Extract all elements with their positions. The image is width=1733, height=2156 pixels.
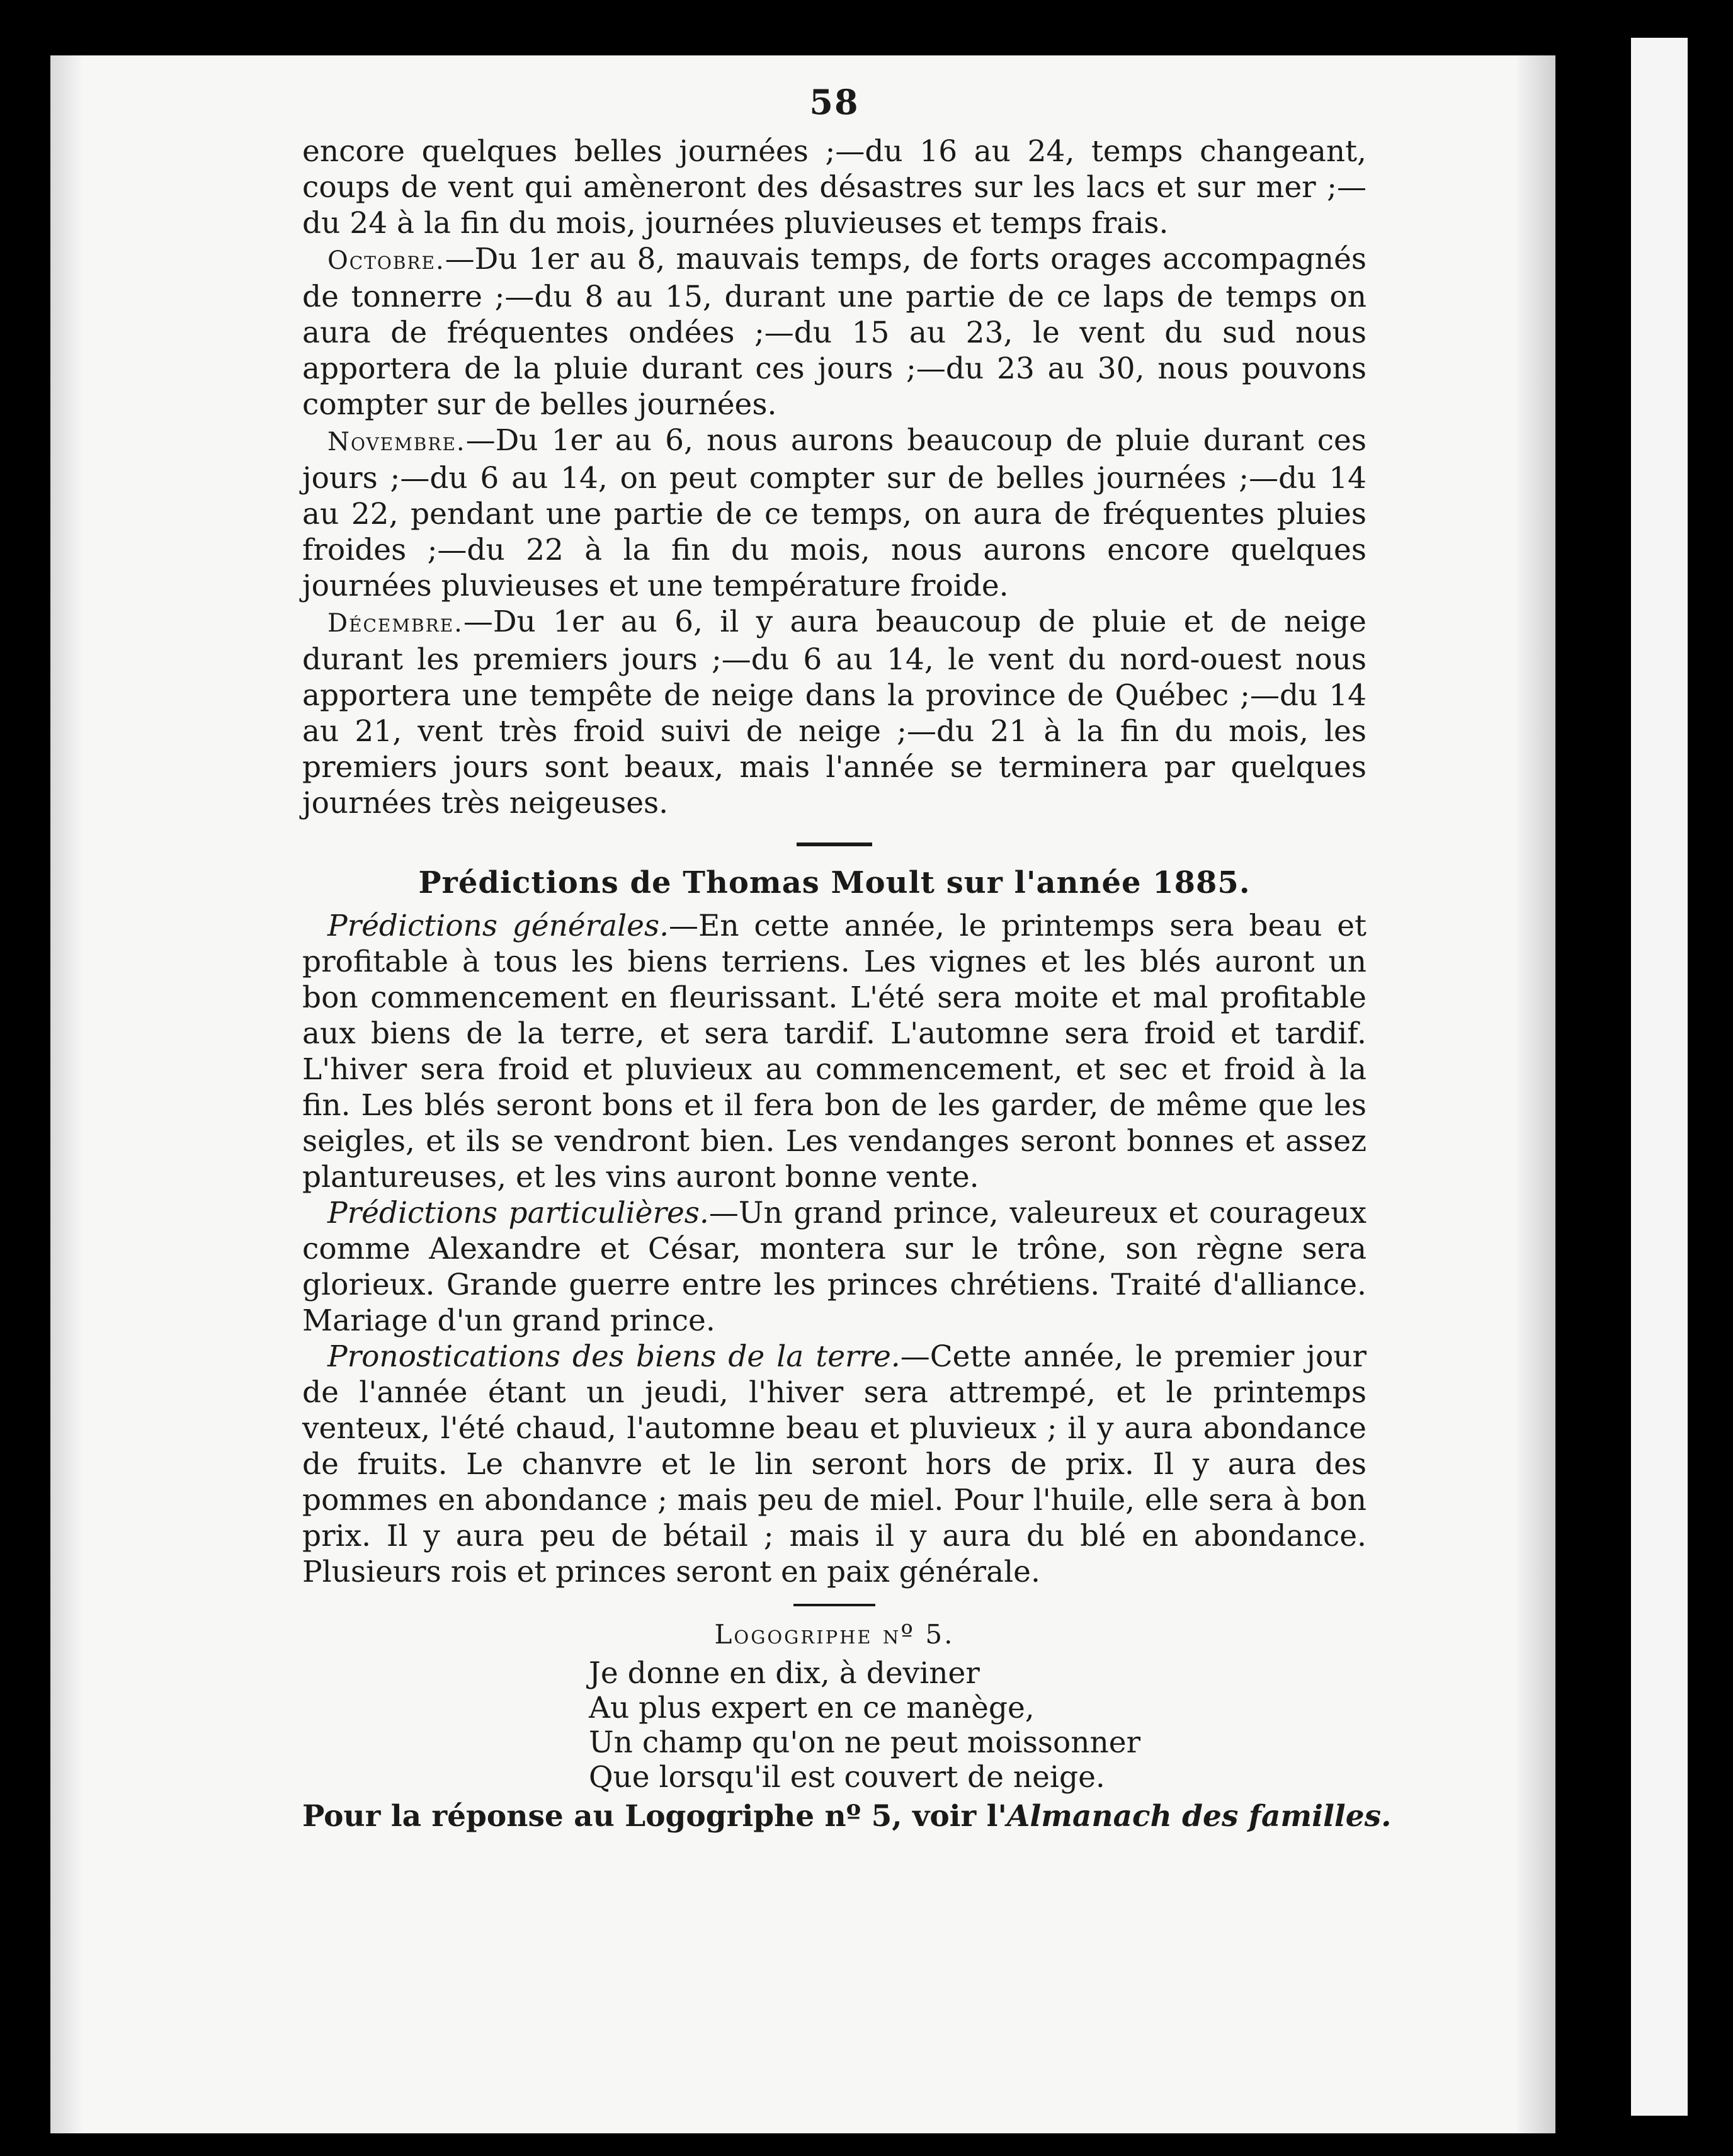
particular-predictions (302, 1195, 1367, 1339)
intro-continuation: encore quelques belles journées ;—du 16 au 24, temps changeant, coups de vent qui amèneront des désastres sur les lacs et sur mer ;— du 24 à la fin du mois, journées pluvieuses et temps frais. (302, 134, 1367, 241)
poem-line: Un champ qu'on ne peut moissonner (589, 1725, 1141, 1760)
right-page-edge (1518, 55, 1555, 2133)
month-october (302, 241, 1367, 423)
section-divider (797, 843, 872, 846)
page-number: 58 (809, 82, 860, 122)
answer-prefix: Pour la réponse au Logogriphe nº 5, voir l' (302, 1799, 1007, 1834)
month-name-december: Décembre. (327, 609, 463, 638)
month-name-november: Novembre. (327, 428, 466, 457)
logogriphe-divider (793, 1604, 875, 1606)
general-predictions-text: —En cette année, le printemps sera beau et profitable à tous les biens terriens. Les vignes et les blés auront un bon commencement en fleurissant. L'été sera moite et mal profitable aux biens de la terre, et sera tardif. L'automne sera froid et tardif. L'hiver sera froid et pluvieux au commencement, et sec et froid à la fin. Les blés seront bons et il fera bon de les garder, de même que les seigles, et ils se vendront bien. Les vendanges seront bonnes et assez plantureuses, et les vins auront bonne vente. (302, 909, 1367, 1194)
poem-line: Au plus expert en ce manège, (589, 1691, 1035, 1725)
particular-predictions-label: Prédictions particulières. (327, 1196, 709, 1230)
month-text-november: —Du 1er au 6, nous aurons beaucoup de pluie durant ces jours ;—du 6 au 14, on peut compter sur de belles journées ;—du 14 au 22, pendant une partie de ce temps, on aura de fréquentes pluies froides ;—du 22 à la fin du mois, nous aurons encore quelques journées pluvieuses et une température froide. (302, 423, 1367, 603)
predictions-title: Prédictions de Thomas Moult sur l'année 1885. (418, 865, 1251, 900)
prognostications (302, 1339, 1367, 1590)
prognostications-label: Pronostications des biens de la terre. (327, 1339, 901, 1374)
month-name-october: Octobre. (327, 246, 445, 275)
particular-predictions-text: —Un grand prince, valeureux et courageux comme Alexandre et César, montera sur le trône, son règne sera glorieux. Grande guerre entre les princes chrétiens. Traité d'alliance. Mariage d'un grand prince. (302, 1196, 1367, 1338)
logogriphe-title: Logogriphe nº 5. (714, 1619, 955, 1650)
general-predictions (302, 908, 1367, 1195)
month-november (302, 423, 1367, 604)
answer-reference: Almanach des familles. (1006, 1799, 1392, 1834)
logogriphe-answer (302, 1798, 1392, 1834)
month-text-december: —Du 1er au 6, il y aura beaucoup de pluie et de neige durant les premiers jours ;—du 6 au 14, le vent du nord-ouest nous apportera une tempête de neige dans la province de Québec ;—du 14 au 21, vent très froid suivi de neige ;—du 21 à la fin du mois, les premiers jours sont beaux, mais l'année se terminera par quelques journées très neigeuses. (302, 604, 1367, 820)
adjacent-page-strip (1631, 38, 1688, 2116)
month-december (302, 604, 1367, 821)
left-page-edge (50, 55, 82, 2133)
poem-line: Que lorsqu'il est couvert de neige. (589, 1760, 1105, 1795)
page-content (302, 82, 1392, 1834)
general-predictions-label: Prédictions générales. (327, 909, 669, 943)
month-text-october: —Du 1er au 8, mauvais temps, de forts orages accompagnés de tonnerre ;—du 8 au 15, durant une partie de ce laps de temps on aura de fréquentes ondées ;—du 15 au 23, le vent du sud nous apportera de la pluie durant ces jours ;—du 23 au 30, nous pouvons compter sur de belles journées. (302, 242, 1367, 422)
logogriphe-poem (589, 1656, 1367, 1795)
poem-line: Je donne en dix, à deviner (589, 1656, 980, 1691)
prognostications-text: —Cette année, le premier jour de l'année étant un jeudi, l'hiver sera attrempé, et le printemps venteux, l'été chaud, l'automne beau et pluvieux ; il y aura abondance de fruits. Le chanvre et le lin seront hors de prix. Il y aura des pommes en abondance ; mais peu de miel. Pour l'huile, elle sera à bon prix. Il y aura peu de bétail ; mais il y aura du blé en abondance. Plusieurs rois et princes seront en paix générale. (302, 1339, 1367, 1589)
